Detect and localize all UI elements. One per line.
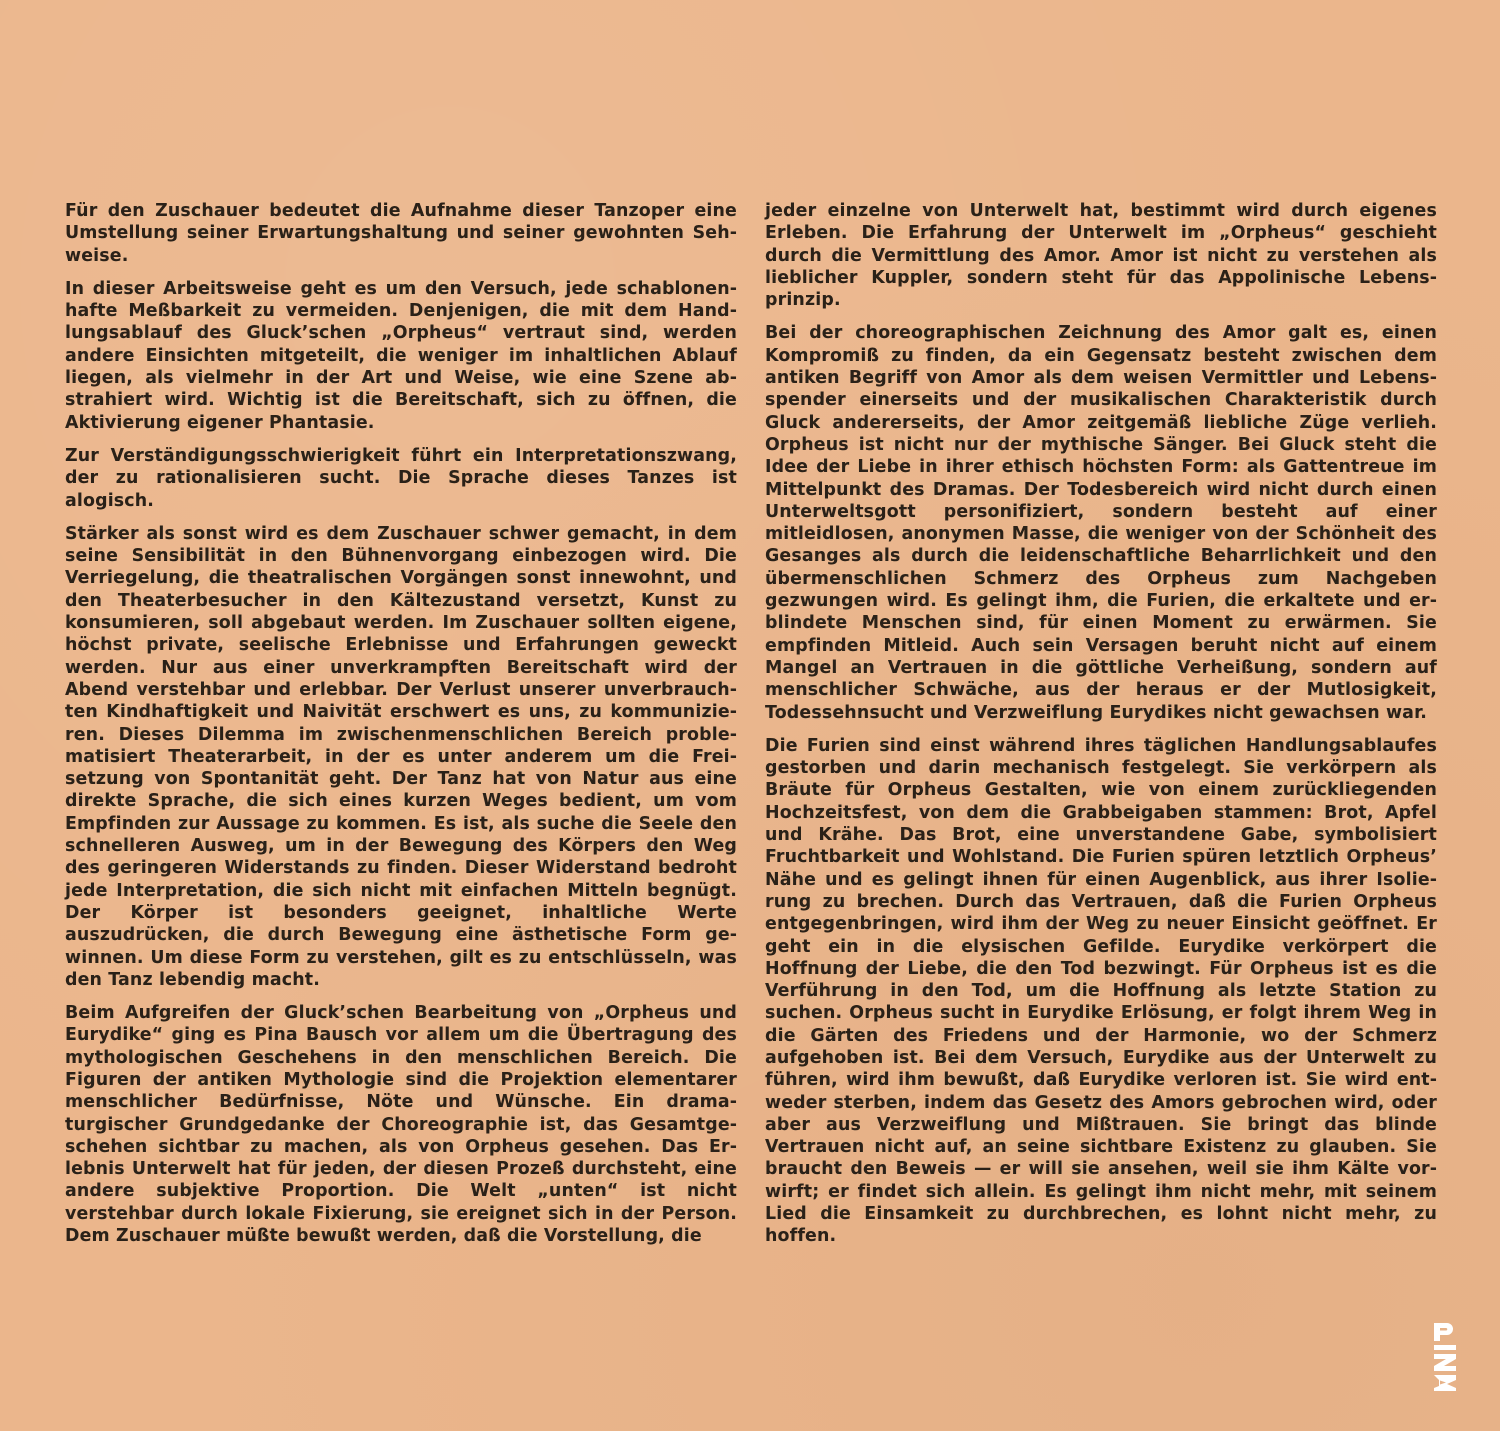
text-column-left <box>65 200 737 1258</box>
paragraph: Bei der choreographischen Zeichnung des Amor galt es, einen Kompromiß zu finden, da ein Gegensatz besteht zwischen dem antiken Begriff von Amor als dem weisen Vermittler und Lebensspender einerseits und der musikalischen Charakteristik durch Gluck andererseits, der Amor zeitgemäß liebliche Züge verlieh. Orpheus ist nicht nur der mythische Sänger. Bei Gluck steht die Idee der Liebe in ihrer ethisch höchsten Form: als Gattentreue im Mittelpunkt des Dramas. Der Todesbereich wird nicht durch einen Unterweltsgott personifiziert, sondern besteht auf einer mitleidlosen, anonymen Masse, die weniger von der Schönheit des Gesanges als durch die leidenschaftliche Beharrlichkeit und den übermenschlichen Schmerz des Orpheus zum Nachgeben gezwungen wird. Es gelingt ihm, die Furien, die erkaltete und erblindete Menschen sind, für einen Moment zu erwärmen. Sie empfinden Mitleid. Auch sein Versagen beruht nicht auf einem Mangel an Vertrauen in die göttliche Verheißung, sondern auf menschlicher Schwäche, aus der heraus er der Mutlosigkeit, Todessehnsucht und Verzweiflung Eurydikes nicht gewachsen war. <box>765 323 1437 723</box>
paragraph: In dieser Arbeitsweise geht es um den Versuch, jede schablonenhafte Meßbarkeit zu vermeiden. Denjenigen, die mit dem Handlungsablauf des Gluck’schen „Orpheus“ vertraut sind, werden andere Einsichten mitgeteilt, die weniger im inhaltlichen Ablauf liegen, als vielmehr in der Art und Weise, wie eine Szene abstrahiert wird. Wichtig ist die Bereitschaft, sich zu öffnen, die Aktivierung eigener Phantasie. <box>65 278 737 433</box>
paragraph: Die Furien sind einst während ihres täglichen Handlungsablaufes gestorben und darin mechanisch festgelegt. Sie verkörpern als Bräute für Orpheus Gestalten, wie von einem zurückliegenden Hochzeitsfest, von dem die Grabbeigaben stammen: Brot, Apfel und Krähe. Das Brot, eine unverstandene Gabe, symbolisiert Fruchtbarkeit und Wohlstand. Die Furien spüren letztlich Orpheus’ Nähe und es gelingt ihnen für einen Augenblick, aus ihrer Isolierung zu brechen. Durch das Vertrauen, daß die Furien Orpheus entgegenbringen, wird ihm der Weg zu neuer Einsicht geöffnet. Er geht ein in die elysischen Gefilde. Eurydike verkörpert die Hoffnung der Liebe, die den Tod bezwingt. Für Orpheus ist es die Verführung in den Tod, um die Hoffnung als letzte Station zu suchen. Orpheus sucht in Eurydike Erlösung, er folgt ihrem Weg in die Gärten des Friedens und der Harmonie, wo der Schmerz aufgehoben ist. Bei dem Versuch, Eurydike aus der Unterwelt zu führen, wird ihm bewußt, daß Eurydike verloren ist. Sie wird entweder sterben, indem das Gesetz des Amors gebrochen wird, oder aber aus Verzweiflung und Mißtrauen. Sie bringt das blinde Vertrauen nicht auf, an seine sichtbare Existenz zu glauben. Sie braucht den Beweis — er will sie ansehen, weil sie ihm Kälte vorwirft; er findet sich allein. Es gelingt ihm nicht mehr, mit seinem Lied die Einsamkeit zu durchbrechen, es lohnt nicht mehr, zu hoffen. <box>765 735 1437 1247</box>
pina-logo <box>1432 1321 1458 1391</box>
paragraph: Stärker als sonst wird es dem Zuschauer schwer gemacht, in dem seine Sensibilität in den Bühnenvorgang einbezogen wird. Die Verriegelung, die theatralischen Vorgängen sonst innewohnt, und den Theaterbesucher in den Kältezustand versetzt, Kunst zu konsumieren, soll abgebaut werden. Im Zuschauer sollten eigene, höchst private, seelische Erlebnisse und Erfahrungen geweckt werden. Nur aus einer unverkrampften Bereitschaft wird der Abend verstehbar und erlebbar. Der Verlust unserer unverbrauchten Kindhaftigkeit und Naivität erschwert es uns, zu kommunizieren. Dieses Dilemma im zwischenmenschlichen Bereich problematisiert Theaterarbeit, in der es unter anderem um die Freisetzung von Spontanität geht. Der Tanz hat von Natur aus eine direkte Sprache, die sich eines kurzen Weges bedient, um vom Empfinden zur Aussage zu kommen. Es ist, als suche die Seele den schnelleren Ausweg, um in der Bewegung des Körpers den Weg des geringeren Widerstands zu finden. Dieser Widerstand bedroht jede Interpretation, die sich nicht mit einfachen Mitteln begnügt. Der Körper ist besonders geeignet, inhaltliche Werte auszudrücken, die durch Bewegung eine ästhetische Form gewinnen. Um diese Form zu verstehen, gilt es zu entschlüsseln, was den Tanz lebendig macht. <box>65 523 737 990</box>
paragraph: Zur Verständigungsschwierigkeit führt ein Interpretationszwang, der zu rationalisieren sucht. Die Sprache dieses Tanzes ist alogisch. <box>65 445 737 511</box>
paragraph: Beim Aufgreifen der Gluck’schen Bearbeitung von „Orpheus und Eurydike“ ging es Pina Bausch vor allem um die Übertragung des mythologischen Geschehens in den menschlichen Bereich. Die Figuren der antiken Mythologie sind die Projektion elementarer menschlicher Bedürfnisse, Nöte und Wünsche. Ein dramaturgischer Grundgedanke der Choreographie ist, das Gesamtgeschehen sichtbar zu machen, als von Orpheus gesehen. Das Erlebnis Unterwelt hat für jeden, der diesen Prozeß durchsteht, eine andere subjektive Proportion. Die Welt „unten“ ist nicht verstehbar durch lokale Fixierung, sie ereignet sich in der Person. Dem Zuschauer müßte bewußt werden, daß die Vorstellung, die <box>65 1003 737 1247</box>
text-column-right <box>765 200 1437 1259</box>
paragraph: Für den Zuschauer bedeutet die Aufnahme dieser Tanzoper eine Umstellung seiner Erwartungshaltung und seiner gewohnten Sehweise. <box>65 201 737 266</box>
paragraph: jeder einzelne von Unterwelt hat, bestimmt wird durch eigenes Erleben. Die Erfahrung der Unterwelt im „Orpheus“ geschieht durch die Vermittlung des Amor. Amor ist nicht zu verstehen als lieblicher Kuppler, sondern steht für das Appolinische Lebensprinzip. <box>765 201 1437 311</box>
